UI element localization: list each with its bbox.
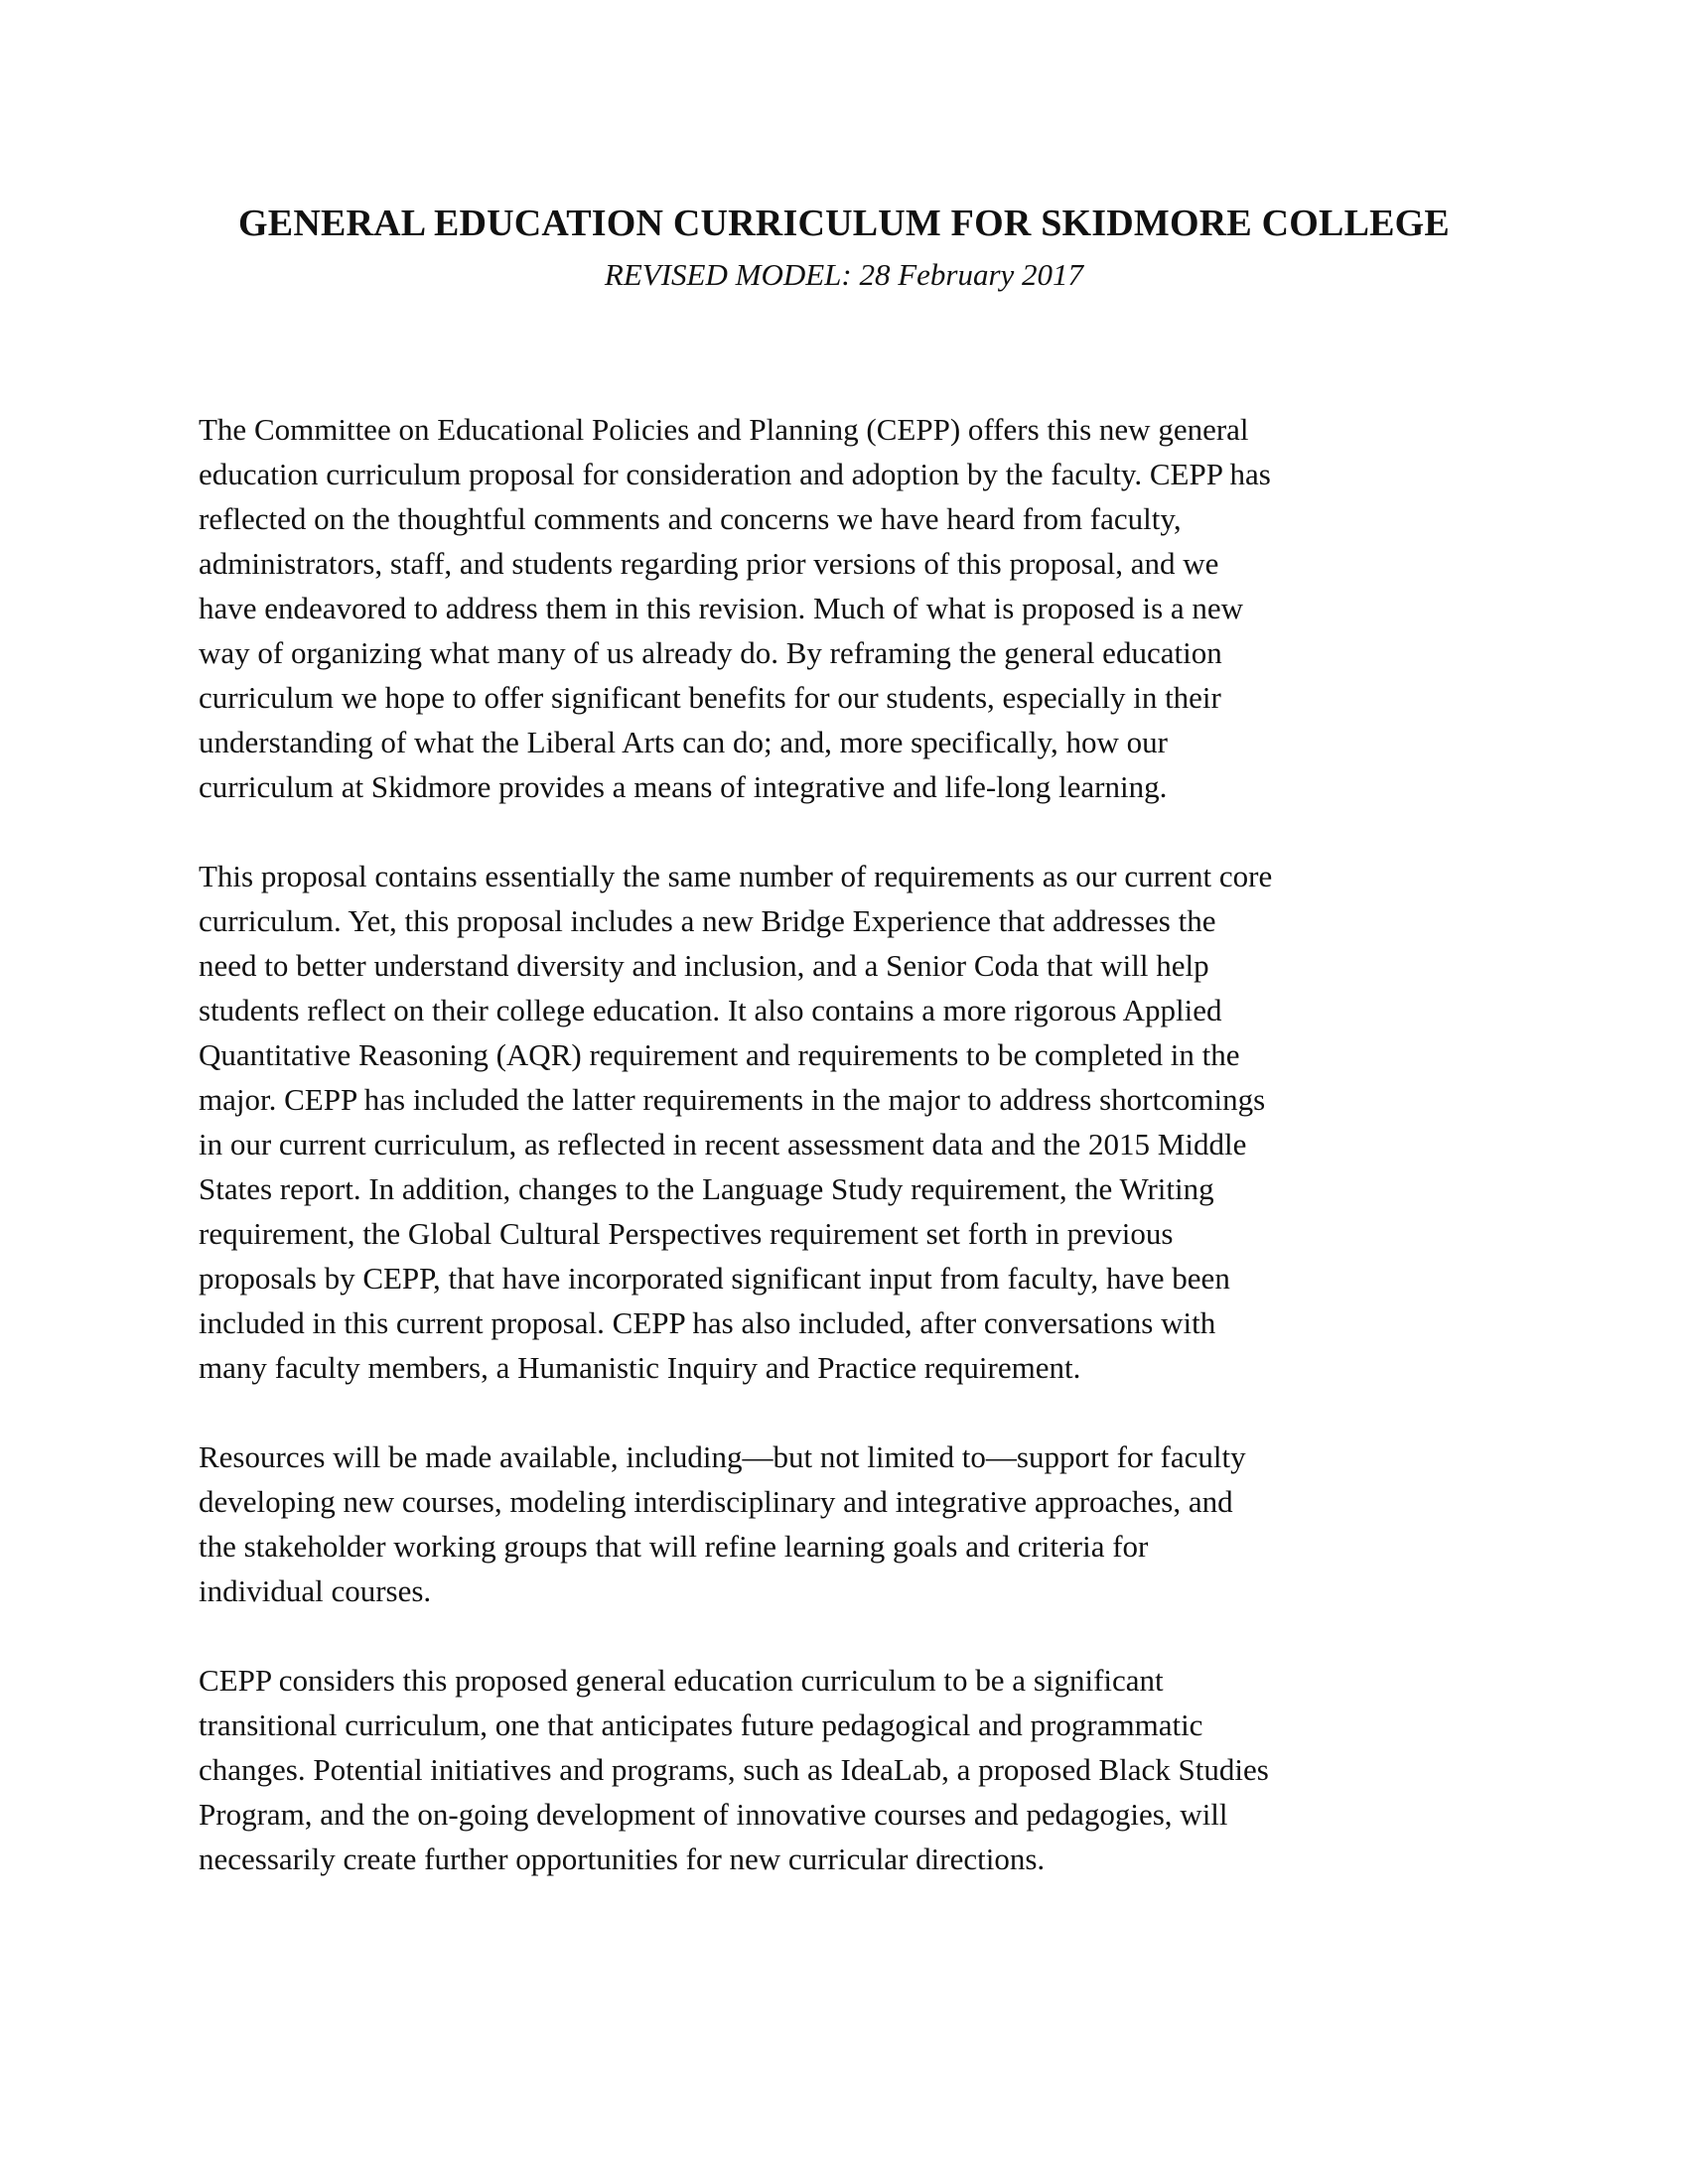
paragraph-line: reflected on the thoughtful comments and concerns we have heard from faculty,: [199, 501, 1182, 536]
document-title: GENERAL EDUCATION CURRICULUM FOR SKIDMORE COLLEGE: [238, 203, 1450, 244]
paragraph-line: way of organizing what many of us already do. By reframing the general education: [199, 635, 1222, 670]
paragraph-2: [199, 854, 1489, 1390]
paragraph-line: included in this current proposal. CEPP has also included, after conversations with: [199, 1305, 1216, 1340]
paragraph-4: [199, 1658, 1489, 1881]
paragraph-line: requirement, the Global Cultural Perspectives requirement set forth in previous: [199, 1216, 1174, 1251]
paragraph-line: the stakeholder working groups that will refine learning goals and criteria for: [199, 1529, 1149, 1564]
paragraph-line: curriculum at Skidmore provides a means of integrative and life-long learning.: [199, 769, 1168, 804]
paragraph-1: [199, 407, 1489, 809]
paragraph-3: [199, 1434, 1489, 1613]
paragraph-line: curriculum we hope to offer significant benefits for our students, especially in their: [199, 680, 1221, 715]
paragraph-line: understanding of what the Liberal Arts can do; and, more specifically, how our: [199, 725, 1168, 759]
paragraph-line: The Committee on Educational Policies and Planning (CEPP) offers this new general: [199, 412, 1249, 447]
paragraph-line: necessarily create further opportunities for new curricular directions.: [199, 1842, 1046, 1876]
paragraph-line: curriculum. Yet, this proposal includes a new Bridge Experience that addresses the: [199, 903, 1216, 938]
document-subtitle: REVISED MODEL: 28 February 2017: [604, 257, 1084, 292]
paragraph-line: Program, and the on-going development of innovative courses and pedagogies, will: [199, 1797, 1228, 1832]
paragraph-line: Resources will be made available, including—but not limited to—support for faculty: [199, 1439, 1246, 1474]
paragraph-line: many faculty members, a Humanistic Inquiry and Practice requirement.: [199, 1350, 1081, 1385]
paragraph-line: have endeavored to address them in this revision. Much of what is proposed is a new: [199, 591, 1244, 625]
paragraph-line: CEPP considers this proposed general education curriculum to be a significant: [199, 1663, 1164, 1698]
paragraph-line: education curriculum proposal for consideration and adoption by the faculty. CEPP has: [199, 457, 1271, 491]
paragraph-line: major. CEPP has included the latter requirements in the major to address shortcomings: [199, 1082, 1266, 1117]
paragraph-line: States report. In addition, changes to the Language Study requirement, the Writing: [199, 1171, 1214, 1206]
paragraph-line: individual courses.: [199, 1573, 432, 1608]
document-body: [199, 407, 1489, 1881]
paragraph-line: This proposal contains essentially the same number of requirements as our current core: [199, 859, 1273, 893]
paragraph-line: students reflect on their college education. It also contains a more rigorous Applied: [199, 993, 1222, 1027]
paragraph-line: administrators, staff, and students regarding prior versions of this proposal, and we: [199, 546, 1219, 581]
paragraph-line: in our current curriculum, as reflected in recent assessment data and the 2015 Middle: [199, 1127, 1247, 1161]
paragraph-line: developing new courses, modeling interdisciplinary and integrative approaches, and: [199, 1484, 1233, 1519]
paragraph-line: need to better understand diversity and inclusion, and a Senior Coda that will help: [199, 948, 1209, 983]
paragraph-line: proposals by CEPP, that have incorporated significant input from faculty, have been: [199, 1261, 1230, 1296]
paragraph-line: changes. Potential initiatives and programs, such as IdeaLab, a proposed Black Studies: [199, 1752, 1269, 1787]
paragraph-line: transitional curriculum, one that anticipates future pedagogical and programmatic: [199, 1707, 1203, 1742]
paragraph-line: Quantitative Reasoning (AQR) requirement and requirements to be completed in the: [199, 1037, 1240, 1072]
